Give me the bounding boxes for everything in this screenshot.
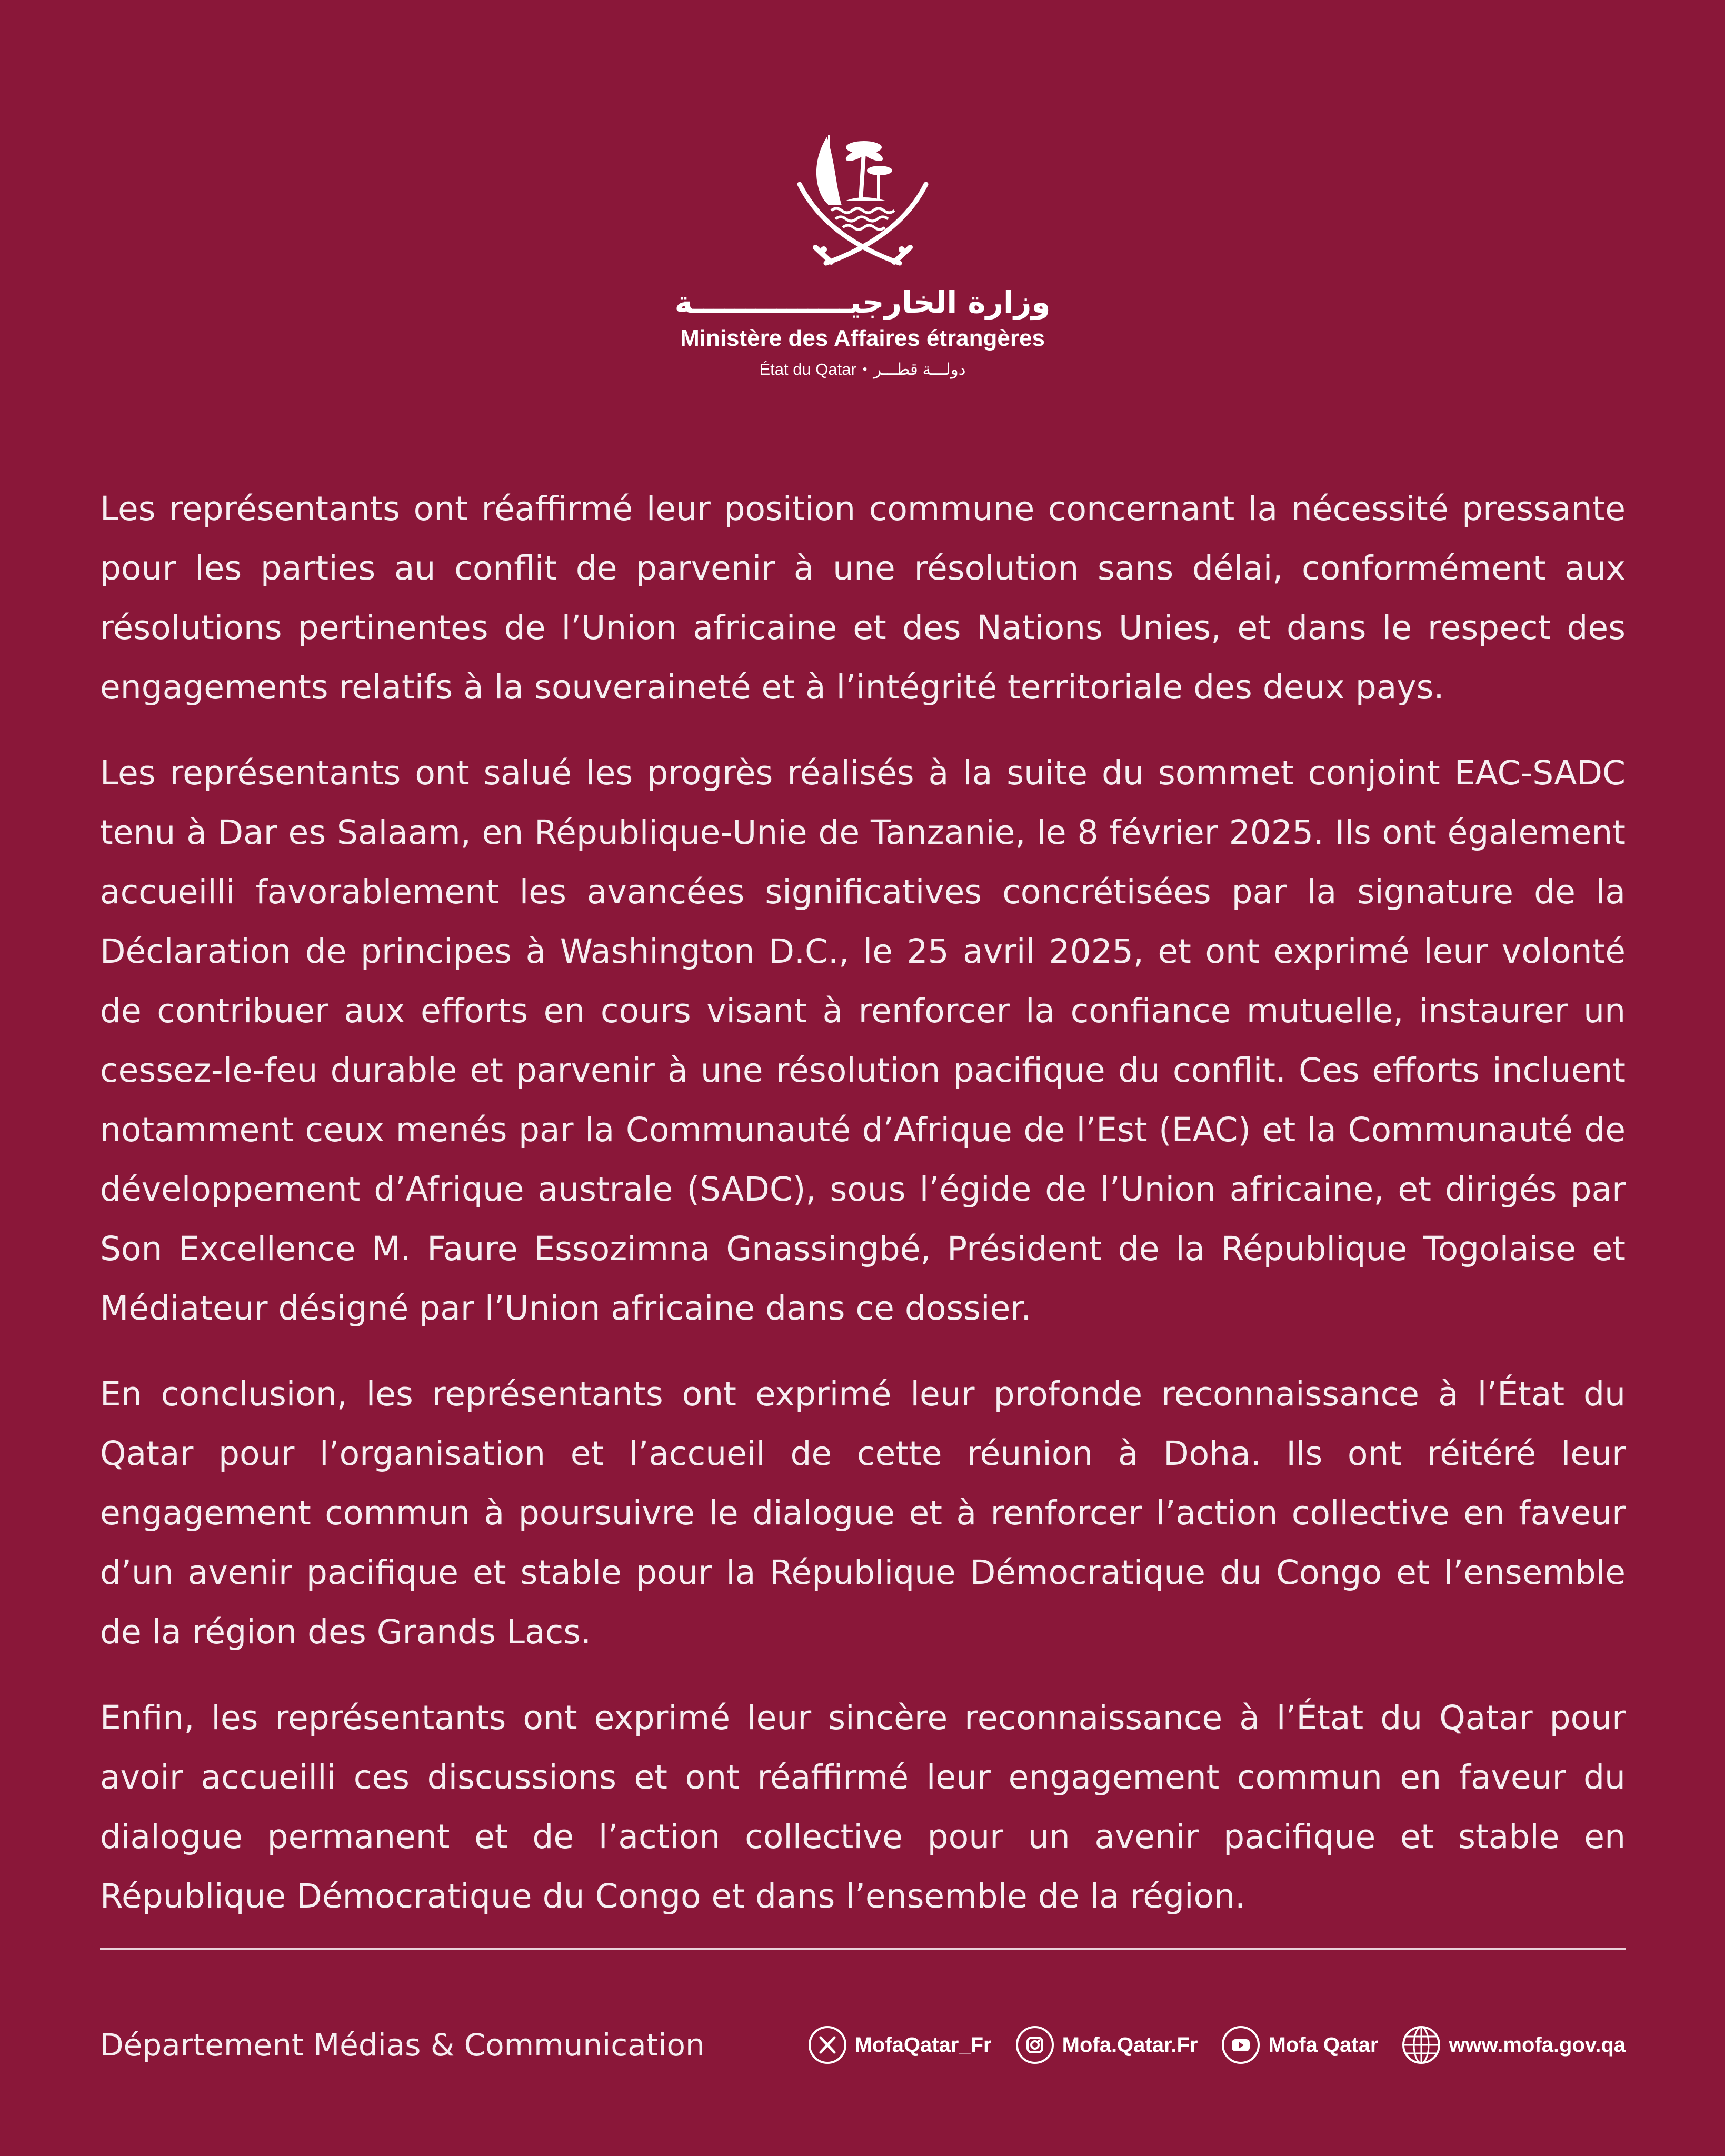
social-youtube-label: Mofa Qatar — [1268, 2033, 1379, 2057]
paragraph: Enfin, les représentants ont exprimé leur sincère reconnaissance à l’État du Qatar pour avoir accueilli ces discussions et ont réaffirmé leur engagement commun en faveur du dialogue permanent et de l’action collective pour un avenir pacifique et stable en République Démocratique du Congo et dans l’ensemble de la région. — [100, 1699, 1626, 1915]
instagram-icon — [1015, 2025, 1055, 2065]
youtube-icon — [1221, 2025, 1261, 2065]
paragraph: En conclusion, les représentants ont exprimé leur profonde reconnaissance à l’État du Qatar pour l’organisation et l’accueil de cette réunion à Doha. Ils ont réitéré leur engagement commun à poursuivre le dialogue et à renforcer l’action collective en faveur d’un avenir pacifique et stable pour la République Démocratique du Congo et l’ensemble de la région des Grands Lacs. — [100, 1375, 1626, 1651]
paragraph: Les représentants ont salué les progrès réalisés à la suite du sommet conjoint EAC-SADC tenu à Dar es Salaam, en République-Unie de Tanzanie, le 8 février 2025. Ils ont également accueilli favorablement les avancées significatives concrétisées par la signature de la Déclaration de principes à Washington D.C., le 25 avril 2025, et ont exprimé leur volonté de contribuer aux efforts en cours visant à renforcer la confiance mutuelle, instaurer un cessez-le-feu durable et parvenir à une résolution pacifique du conflit. Ces efforts incluent notamment ceux menés par la Communauté d’Afrique de l’Est (EAC) et la Communauté de développement d’Afrique australe (SADC), sous l’égide de l’Union africaine, et dirigés par Son Excellence M. Faure Essozimna Gnassingbé, Président de la République Togolaise et Médiateur désigné par l’Union africaine dans ce dossier. — [100, 754, 1626, 1327]
footer — [100, 2024, 1626, 2066]
social-instagram-label: Mofa.Qatar.Fr — [1062, 2033, 1198, 2057]
ministry-header — [0, 132, 1725, 379]
globe-icon — [1401, 2025, 1441, 2065]
statement-body — [100, 479, 1626, 1952]
state-separator: • — [862, 362, 868, 376]
website-label: www.mofa.gov.qa — [1449, 2033, 1626, 2057]
paragraph: Les représentants ont réaffirmé leur position commune concernant la nécessité pressante pour les parties au conflit de parvenir à une résolution sans délai, conformément aux résolutions pertinentes de l’Union africaine et des Nations Unies, et dans le respect des engagements relatifs à la souveraineté et à l’intégrité territoriale des deux pays. — [100, 490, 1626, 706]
ministry-name: Ministère des Affaires étrangères — [680, 325, 1045, 351]
state-line — [759, 360, 965, 379]
state-name-ar: دولـــة قطـــر — [873, 360, 966, 378]
state-name-fr: État du Qatar — [759, 360, 856, 378]
qatar-emblem-icon — [794, 132, 931, 268]
footer-divider — [100, 1948, 1626, 1950]
x-icon — [807, 2025, 847, 2065]
website-link[interactable] — [1401, 2025, 1626, 2065]
department-name: Département Médias & Communication — [100, 2027, 705, 2063]
ministry-arabic-title: وزارة الخارجيـــــــــــــــة — [674, 284, 1051, 320]
social-youtube-link[interactable] — [1221, 2025, 1378, 2065]
social-links — [807, 2025, 1626, 2065]
social-x-link[interactable] — [807, 2025, 992, 2065]
social-x-label: MofaQatar_Fr — [854, 2033, 992, 2057]
social-instagram-link[interactable] — [1015, 2025, 1198, 2065]
